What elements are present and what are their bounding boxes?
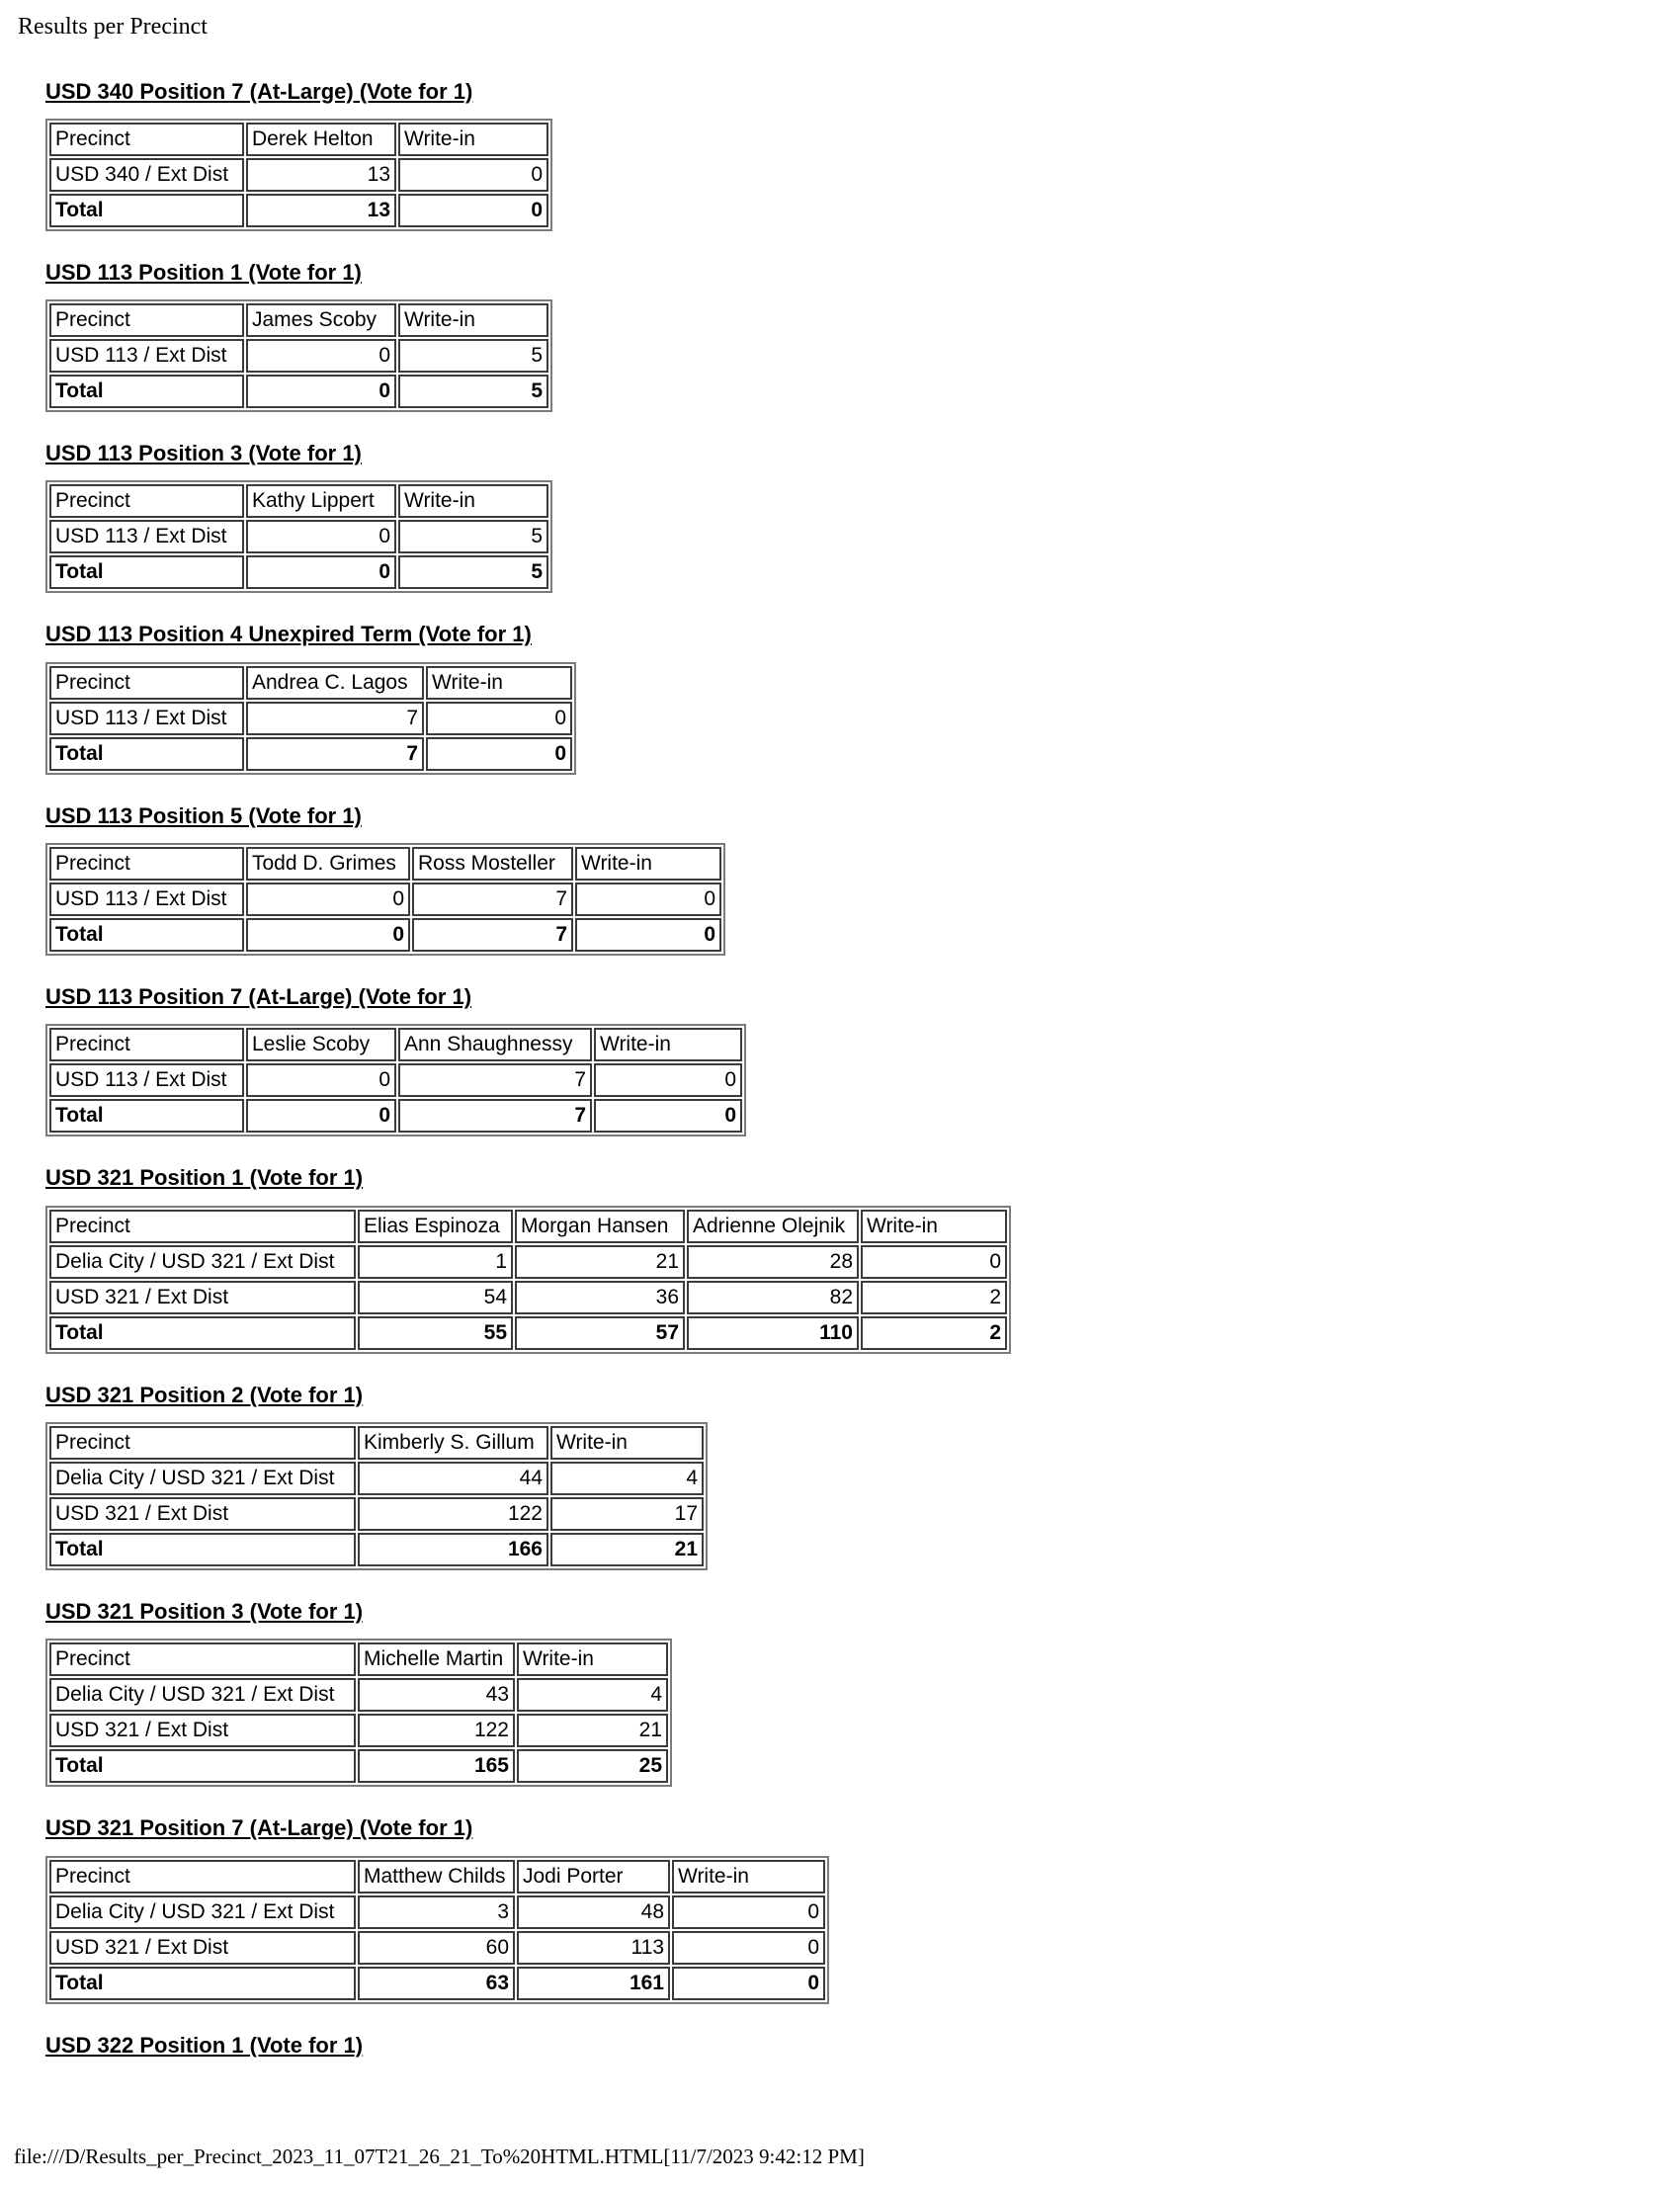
candidate-column-header: Write-in — [672, 1860, 825, 1893]
header-row — [49, 1642, 668, 1676]
candidate-column-header: Andrea C. Lagos — [246, 666, 424, 700]
vote-count: 0 — [246, 520, 396, 553]
candidate-column-header: Write-in — [550, 1426, 704, 1460]
candidate-column-header: Michelle Martin — [358, 1642, 515, 1676]
contest-heading: USD 321 Position 1 (Vote for 1) — [45, 1165, 364, 1191]
vote-count: 54 — [358, 1281, 513, 1314]
candidate-column-header: Leslie Scoby — [246, 1028, 396, 1061]
contest-section — [45, 622, 1640, 774]
vote-count: 21 — [550, 1533, 704, 1566]
vote-count: 25 — [517, 1749, 668, 1783]
vote-count: 0 — [672, 1931, 825, 1965]
vote-count: 4 — [517, 1678, 668, 1712]
vote-count: 0 — [246, 1099, 396, 1133]
vote-count: 7 — [412, 918, 573, 952]
precinct-column-header: Precinct — [49, 1426, 356, 1460]
vote-count: 0 — [246, 555, 396, 589]
precinct-row — [49, 1245, 1007, 1279]
results-table — [45, 662, 576, 775]
vote-count: 7 — [246, 737, 424, 771]
header-row — [49, 847, 721, 881]
precinct-name: Delia City / USD 321 / Ext Dist — [49, 1895, 356, 1929]
vote-count: 5 — [398, 520, 548, 553]
header-row — [49, 1426, 704, 1460]
contest-section — [45, 1383, 1640, 1570]
total-label: Total — [49, 194, 244, 227]
header-row — [49, 123, 548, 156]
contest-section — [45, 1815, 1640, 2003]
total-label: Total — [49, 1967, 356, 2000]
vote-count: 0 — [594, 1099, 742, 1133]
vote-count: 1 — [358, 1245, 513, 1279]
vote-count: 7 — [398, 1099, 592, 1133]
total-row — [49, 737, 572, 771]
precinct-name: Delia City / USD 321 / Ext Dist — [49, 1678, 356, 1712]
contest-section — [45, 984, 1640, 1136]
contest-heading: USD 321 Position 2 (Vote for 1) — [45, 1382, 364, 1407]
candidate-column-header: Write-in — [594, 1028, 742, 1061]
candidate-column-header: Write-in — [517, 1642, 668, 1676]
total-row — [49, 1533, 704, 1566]
vote-count: 13 — [246, 194, 396, 227]
total-label: Total — [49, 737, 244, 771]
header-row — [49, 1210, 1007, 1243]
vote-count: 60 — [358, 1931, 515, 1965]
header-row — [49, 666, 572, 700]
precinct-column-header: Precinct — [49, 1210, 356, 1243]
candidate-column-header: James Scoby — [246, 303, 396, 337]
precinct-row — [49, 1895, 825, 1929]
vote-count: 165 — [358, 1749, 515, 1783]
results-table — [45, 1856, 829, 2004]
vote-count: 0 — [398, 194, 548, 227]
vote-count: 161 — [517, 1967, 670, 2000]
vote-count: 3 — [358, 1895, 515, 1929]
vote-count: 7 — [398, 1063, 592, 1097]
precinct-name: USD 113 / Ext Dist — [49, 520, 244, 553]
header-row — [49, 303, 548, 337]
total-row — [49, 375, 548, 408]
candidate-column-header: Kimberly S. Gillum — [358, 1426, 548, 1460]
vote-count: 0 — [426, 737, 572, 771]
vote-count: 57 — [515, 1316, 685, 1350]
candidate-column-header: Jodi Porter — [517, 1860, 670, 1893]
candidate-column-header: Write-in — [426, 666, 572, 700]
candidate-column-header: Write-in — [861, 1210, 1007, 1243]
precinct-row — [49, 1931, 825, 1965]
precinct-name: USD 113 / Ext Dist — [49, 883, 244, 916]
vote-count: 0 — [246, 339, 396, 373]
vote-count: 0 — [398, 158, 548, 192]
page-title: Results per Precinct — [18, 14, 208, 40]
total-row — [49, 918, 721, 952]
vote-count: 21 — [517, 1714, 668, 1747]
vote-count: 63 — [358, 1967, 515, 2000]
vote-count: 113 — [517, 1931, 670, 1965]
contest-heading: USD 113 Position 4 Unexpired Term (Vote for 1) — [45, 622, 532, 647]
contest-section — [45, 1165, 1640, 1353]
vote-count: 28 — [687, 1245, 859, 1279]
candidate-column-header: Todd D. Grimes — [246, 847, 410, 881]
header-row — [49, 1028, 742, 1061]
results-content — [45, 79, 1640, 2058]
vote-count: 17 — [550, 1497, 704, 1531]
contest-section — [45, 260, 1640, 412]
vote-count: 122 — [358, 1714, 515, 1747]
precinct-row — [49, 1497, 704, 1531]
precinct-row — [49, 1714, 668, 1747]
vote-count: 43 — [358, 1678, 515, 1712]
vote-count: 0 — [672, 1967, 825, 2000]
contest-heading: USD 113 Position 3 (Vote for 1) — [45, 441, 362, 466]
precinct-row — [49, 1063, 742, 1097]
contest-section — [45, 441, 1640, 593]
candidate-column-header: Write-in — [398, 303, 548, 337]
candidate-column-header: Elias Espinoza — [358, 1210, 513, 1243]
total-label: Total — [49, 1316, 356, 1350]
vote-count: 0 — [861, 1245, 1007, 1279]
candidate-column-header: Write-in — [398, 484, 548, 518]
precinct-name: USD 113 / Ext Dist — [49, 702, 244, 735]
precinct-row — [49, 1678, 668, 1712]
vote-count: 5 — [398, 339, 548, 373]
contest-heading: USD 321 Position 3 (Vote for 1) — [45, 1598, 364, 1624]
precinct-name: USD 113 / Ext Dist — [49, 339, 244, 373]
vote-count: 21 — [515, 1245, 685, 1279]
precinct-name: Delia City / USD 321 / Ext Dist — [49, 1462, 356, 1495]
total-row — [49, 1749, 668, 1783]
contest-heading: USD 321 Position 7 (At-Large) (Vote for 1) — [45, 1815, 473, 1841]
total-row — [49, 1316, 1007, 1350]
total-label: Total — [49, 1533, 356, 1566]
candidate-column-header: Derek Helton — [246, 123, 396, 156]
candidate-column-header: Kathy Lippert — [246, 484, 396, 518]
precinct-row — [49, 1462, 704, 1495]
contest-section — [45, 1599, 1640, 1787]
precinct-column-header: Precinct — [49, 1860, 356, 1893]
vote-count: 0 — [594, 1063, 742, 1097]
precinct-column-header: Precinct — [49, 847, 244, 881]
file-path-footer: file:///D/Results_per_Precinct_2023_11_07T21_26_21_To%20HTML.HTML[11/7/2023 9:42:12 PM] — [14, 2145, 865, 2168]
header-row — [49, 484, 548, 518]
contest-heading: USD 113 Position 1 (Vote for 1) — [45, 259, 362, 285]
total-label: Total — [49, 375, 244, 408]
vote-count: 36 — [515, 1281, 685, 1314]
vote-count: 0 — [246, 375, 396, 408]
vote-count: 5 — [398, 555, 548, 589]
contest-heading: USD 113 Position 5 (Vote for 1) — [45, 802, 362, 828]
contest-section — [45, 2033, 1640, 2058]
results-table — [45, 119, 552, 231]
precinct-column-header: Precinct — [49, 1028, 244, 1061]
precinct-column-header: Precinct — [49, 666, 244, 700]
precinct-name: USD 321 / Ext Dist — [49, 1497, 356, 1531]
precinct-row — [49, 339, 548, 373]
vote-count: 0 — [246, 1063, 396, 1097]
vote-count: 7 — [246, 702, 424, 735]
precinct-name: USD 340 / Ext Dist — [49, 158, 244, 192]
candidate-column-header: Ross Mosteller — [412, 847, 573, 881]
precinct-row — [49, 1281, 1007, 1314]
precinct-column-header: Precinct — [49, 484, 244, 518]
vote-count: 0 — [575, 918, 721, 952]
vote-count: 110 — [687, 1316, 859, 1350]
precinct-column-header: Precinct — [49, 123, 244, 156]
precinct-row — [49, 520, 548, 553]
results-table — [45, 1024, 746, 1136]
results-table — [45, 299, 552, 412]
vote-count: 0 — [246, 918, 410, 952]
vote-count: 4 — [550, 1462, 704, 1495]
total-row — [49, 1967, 825, 2000]
results-table — [45, 1206, 1011, 1354]
vote-count: 166 — [358, 1533, 548, 1566]
vote-count: 0 — [672, 1895, 825, 1929]
precinct-row — [49, 883, 721, 916]
total-row — [49, 1099, 742, 1133]
candidate-column-header: Write-in — [398, 123, 548, 156]
vote-count: 0 — [246, 883, 410, 916]
precinct-name: USD 321 / Ext Dist — [49, 1714, 356, 1747]
contest-heading: USD 340 Position 7 (At-Large) (Vote for 1) — [45, 78, 473, 104]
contest-section — [45, 803, 1640, 956]
total-row — [49, 194, 548, 227]
precinct-name: Delia City / USD 321 / Ext Dist — [49, 1245, 356, 1279]
candidate-column-header: Adrienne Olejnik — [687, 1210, 859, 1243]
vote-count: 2 — [861, 1316, 1007, 1350]
precinct-column-header: Precinct — [49, 303, 244, 337]
candidate-column-header: Matthew Childs — [358, 1860, 515, 1893]
vote-count: 48 — [517, 1895, 670, 1929]
vote-count: 13 — [246, 158, 396, 192]
vote-count: 5 — [398, 375, 548, 408]
results-table — [45, 480, 552, 593]
contest-heading: USD 322 Position 1 (Vote for 1) — [45, 2032, 364, 2058]
vote-count: 0 — [426, 702, 572, 735]
precinct-row — [49, 158, 548, 192]
total-row — [49, 555, 548, 589]
results-table — [45, 843, 725, 956]
candidate-column-header: Write-in — [575, 847, 721, 881]
vote-count: 7 — [412, 883, 573, 916]
contest-heading: USD 113 Position 7 (At-Large) (Vote for 1) — [45, 984, 472, 1010]
vote-count: 122 — [358, 1497, 548, 1531]
results-table — [45, 1639, 672, 1787]
precinct-column-header: Precinct — [49, 1642, 356, 1676]
total-label: Total — [49, 1099, 244, 1133]
contest-section — [45, 79, 1640, 231]
precinct-name: USD 321 / Ext Dist — [49, 1281, 356, 1314]
precinct-name: USD 321 / Ext Dist — [49, 1931, 356, 1965]
vote-count: 44 — [358, 1462, 548, 1495]
vote-count: 55 — [358, 1316, 513, 1350]
precinct-row — [49, 702, 572, 735]
vote-count: 0 — [575, 883, 721, 916]
total-label: Total — [49, 555, 244, 589]
total-label: Total — [49, 1749, 356, 1783]
candidate-column-header: Ann Shaughnessy — [398, 1028, 592, 1061]
total-label: Total — [49, 918, 244, 952]
results-table — [45, 1422, 708, 1570]
precinct-name: USD 113 / Ext Dist — [49, 1063, 244, 1097]
header-row — [49, 1860, 825, 1893]
vote-count: 2 — [861, 1281, 1007, 1314]
candidate-column-header: Morgan Hansen — [515, 1210, 685, 1243]
vote-count: 82 — [687, 1281, 859, 1314]
